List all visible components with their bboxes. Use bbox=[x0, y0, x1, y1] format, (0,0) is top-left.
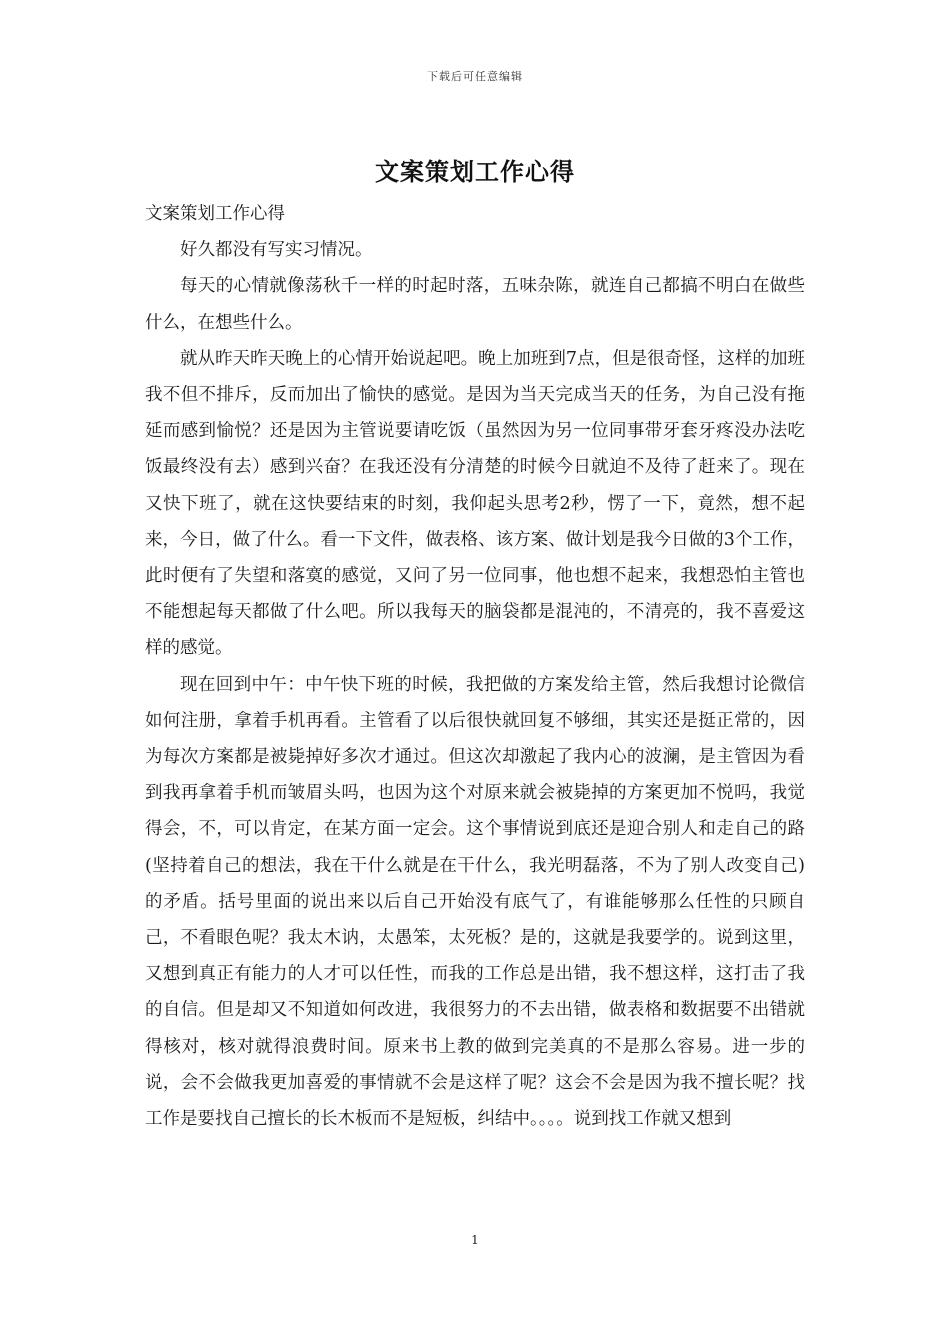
document-title: 文案策划工作心得 bbox=[375, 157, 575, 186]
document-subtitle: 文案策划工作心得 bbox=[145, 204, 285, 224]
page-number: 1 bbox=[471, 1233, 479, 1247]
paragraph-1: 好久都没有写实习情况。 bbox=[180, 240, 373, 261]
document-body bbox=[145, 196, 805, 1137]
paragraph-2: 每天的心情就像荡秋千一样的时起时落，五味杂陈，就连自己都搞不明白在做些什么，在想些什么。 bbox=[145, 276, 805, 333]
paragraph-3: 就从昨天昨天晚上的心情开始说起吧。晚上加班到7点，但是很奇怪，这样的加班我不但不排斥，反而加出了愉快的感觉。是因为当天完成当天的任务，为自己没有拖延而感到愉悦？还是因为主管说要请吃饭（虽然因为另一位同事带牙套牙疼没办法吃饭最终没有去）感到兴奋？在我还没有分清楚的时候今日就迫不及待了赶来了。现在又快下班了，就在这快要结束的时刻，我仰起头思考2秒，愣了一下，竟然，想不起来，今日，做了什么。看一下文件，做表格、该方案、做计划是我今日做的3个工作，此时便有了失望和落寞的感觉，又问了另一位同事，他也想不起来，我想恐怕主管也不能想起每天都做了什么吧。所以我每天的脑袋都是混沌的，不清亮的，我不喜爱这样的感觉。 bbox=[145, 348, 805, 659]
paragraph-4: 现在回到中午：中午快下班的时候，我把做的方案发给主管，然后我想讨论微信如何注册，拿着手机再看。主管看了以后很快就回复不够细，其实还是挺正常的，因为每次方案都是被毙掉好多次才通过。但这次却激起了我内心的波澜，是主管因为看到我再拿着手机而皱眉头吗，也因为这个对原来就会被毙掉的方案更加不悦吗，我觉得会，不，可以肯定，在某方面一定会。这个事情说到底还是迎合别人和走自己的路(坚持着自己的想法，我在干什么就是在干什么，我光明磊落，不为了别人改变自己)的矛盾。括号里面的说出来以后自己开始没有底气了，有谁能够那么任性的只顾自己，不看眼色呢？我太木讷，太愚笨，太死板？是的，这就是我要学的。说到这里，又想到真正有能力的人才可以任性，而我的工作总是出错，我不想这样，这打击了我的自信。但是却又不知道如何改进，我很努力的不去出错，做表格和数据要不出错就得核对，核对就得浪费时间。原来书上教的做到完美真的不是那么容易。进一步的说，会不会做我更加喜爱的事情就不会是这样了呢？这会不会是因为我不擅长呢？找工作是要找自己擅长的长木板而不是短板，纠结中。。。。说到找工作就又想到 bbox=[145, 674, 805, 1130]
page-header-note: 下载后可任意编辑 bbox=[427, 70, 523, 83]
